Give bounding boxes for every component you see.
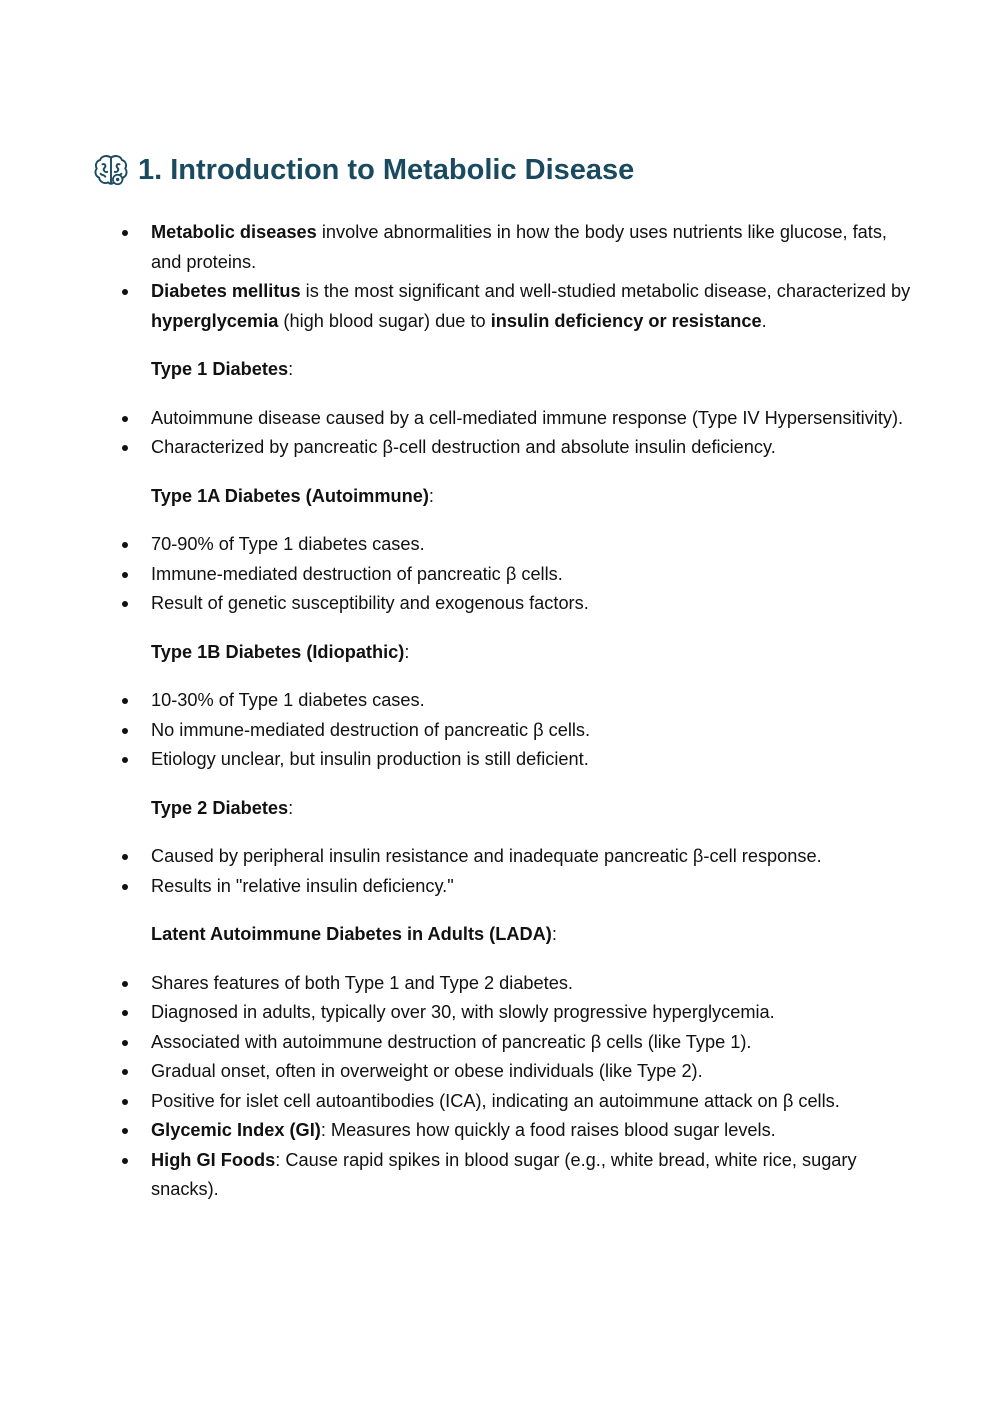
list-item: Gradual onset, often in overweight or obese individuals (like Type 2).: [116, 1057, 916, 1087]
list-item: Result of genetic susceptibility and exogenous factors.: [116, 589, 916, 619]
list-item: Metabolic diseases involve abnormalities in how the body uses nutrients like glucose, fats, and proteins.: [116, 218, 916, 277]
page-title: 1. Introduction to Metabolic Disease: [138, 153, 635, 186]
lada-list: [116, 969, 916, 1205]
list-item: Diabetes mellitus is the most significant and well-studied metabolic disease, characterized by hyperglycemia (high blood sugar) due to insulin deficiency or resistance.: [116, 277, 916, 336]
list-item: Shares features of both Type 1 and Type 2 diabetes.: [116, 969, 916, 999]
list-item: Etiology unclear, but insulin production is still deficient.: [116, 745, 916, 775]
list-item: Immune-mediated destruction of pancreatic β cells.: [116, 560, 916, 590]
type2-list: [116, 842, 916, 901]
list-item: Results in "relative insulin deficiency.": [116, 872, 916, 902]
section-heading: [92, 148, 634, 192]
list-item: Positive for islet cell autoantibodies (ICA), indicating an autoimmune attack on β cells.: [116, 1087, 916, 1117]
subsection-title: Type 1A Diabetes (Autoimmune):: [151, 485, 434, 506]
subsection-title: Type 1B Diabetes (Idiopathic):: [151, 641, 410, 662]
list-item: 70-90% of Type 1 diabetes cases.: [116, 530, 916, 560]
type1-list: [116, 404, 916, 463]
subsection-title: Latent Autoimmune Diabetes in Adults (LADA):: [151, 924, 557, 944]
list-item: Associated with autoimmune destruction of pancreatic β cells (like Type 1).: [116, 1028, 916, 1058]
list-item: Characterized by pancreatic β-cell destruction and absolute insulin deficiency.: [116, 433, 916, 463]
list-item: 10-30% of Type 1 diabetes cases.: [116, 686, 916, 716]
intro-list: [116, 218, 916, 336]
list-item: No immune-mediated destruction of pancreatic β cells.: [116, 716, 916, 746]
document-body: [116, 218, 916, 1205]
subsection-title: Type 2 Diabetes:: [151, 797, 294, 818]
type1b-list: [116, 686, 916, 775]
brain-icon: [92, 151, 130, 189]
list-item: High GI Foods: Cause rapid spikes in blood sugar (e.g., white bread, white rice, sugary snacks).: [116, 1146, 916, 1205]
list-item: Diagnosed in adults, typically over 30, with slowly progressive hyperglycemia.: [116, 998, 916, 1028]
list-item: Caused by peripheral insulin resistance and inadequate pancreatic β-cell response.: [116, 842, 916, 872]
list-item: Glycemic Index (GI): Measures how quickly a food raises blood sugar levels.: [116, 1116, 916, 1146]
type1a-list: [116, 530, 916, 619]
subsection-title: Type 1 Diabetes:: [151, 359, 294, 379]
list-item: Autoimmune disease caused by a cell-mediated immune response (Type IV Hypersensitivity).: [116, 404, 916, 434]
